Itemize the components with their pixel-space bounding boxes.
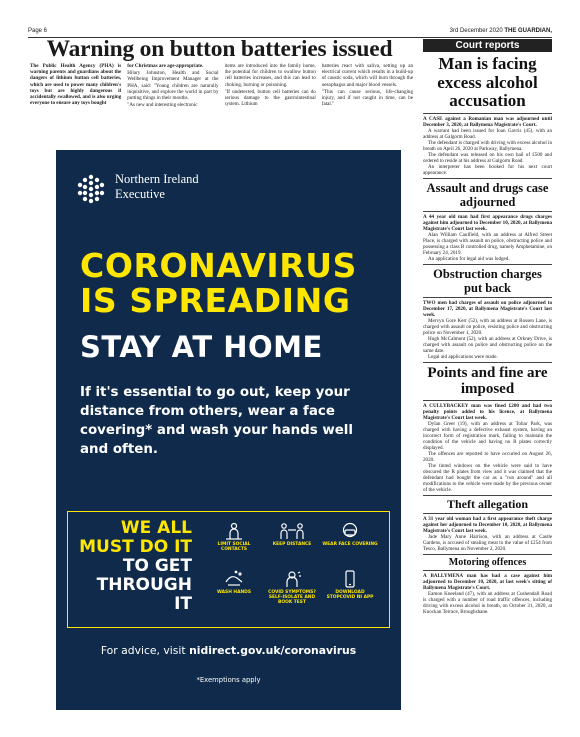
divider xyxy=(423,178,552,179)
story-body xyxy=(423,403,552,493)
app-item xyxy=(322,570,378,600)
divider xyxy=(423,297,552,298)
article-para: "This can cause serious, life-changing injury, and if not caught in time, can be fatal." xyxy=(321,88,413,108)
story-para: The defendant is charged with driving with excess alcohol in breath on April 26, 2020 at Parkway, Ballymena. xyxy=(423,139,552,152)
limit-contacts-item xyxy=(206,522,262,552)
face-covering-item xyxy=(322,522,378,547)
hand-wash-icon xyxy=(223,570,245,588)
story-para: Dylan Greer (19), with an address at Tobar Park, was charged with having a defective exhaust system, having an incorrect form of registration mark, failing to maintain the condition of the vehicle and having no R plates correctly displayed. xyxy=(423,420,552,451)
divider xyxy=(423,264,552,265)
story-para: Jade Mary Anne Harrison, with an address at Castle Gardens, is accused of stealing meat to the value of £254 from Tesco, Ballymena on November 2, 2020. xyxy=(423,533,552,552)
article-lead: The Public Health Agency (PHA) is warning parents and guardians about the dangers of lithium button cell batteries, which are used to power many children's toys but are highly dangerous if accidentally swallowed, and is also urging everyone to ensure any toys bought xyxy=(30,63,122,107)
page-number: Page 6 xyxy=(28,28,48,34)
ad-body: If it's essential to go out, keep your distance from others, wear a face covering* and wash your hands well and often. xyxy=(80,385,353,457)
coronavirus-advert xyxy=(56,150,401,710)
issue-date: 3rd December 2020 xyxy=(449,28,503,34)
ad-headline xyxy=(80,248,357,318)
ad-headline-line-2: IS SPREADING xyxy=(80,281,351,320)
article-column-2 xyxy=(127,63,218,147)
logo-line-2: Executive xyxy=(115,186,165,201)
divider xyxy=(423,513,552,514)
logo-line-1: Northern Ireland xyxy=(115,172,199,186)
paper-name: THE GUARDIAN, xyxy=(504,28,552,34)
story-para: The tinted windows on the vehicle were said to have obscured the R plates from view and it was claimed that the defendant had bought the car as a "run around" and all modifications to the vehicle were made by the previous owner of the vehicle. xyxy=(423,462,552,493)
story-lead: A CASE against a Romanian man was adjourned until December 3, 2020, at Ballymena Magistrate's Court. xyxy=(423,115,552,128)
article-column-4 xyxy=(322,63,413,147)
story-para: Hugh McCalmont (52), with an address at Orkney Drive, is charged with assault on police and obstructing police on the same date. xyxy=(423,335,552,354)
distance-icon xyxy=(279,522,305,540)
story-lead: TWO men had charges of assault on police adjourned to December 17, 2020, at Ballymena Magistrate's Court last week. xyxy=(423,299,552,318)
divider xyxy=(423,211,552,212)
icon-label: KEEP DISTANCE xyxy=(272,542,312,547)
story-body xyxy=(423,573,552,615)
story-para: Eamon Kneeland (47), with an address at Cushendall Road is charged with a number of road traffic offences, including driving with excess alcohol in breath, on October 31, 2020, at Knockan Terrace, Broughshane. xyxy=(423,590,552,615)
advice-line xyxy=(56,644,401,657)
symptoms-item xyxy=(264,570,320,606)
story-para: Mervyn Gore Kerr (52), with an address at Rossen Lane, is charged with assault on police, resisting police and obstructing police on November 1, 2020. xyxy=(423,317,552,336)
story-body xyxy=(423,214,552,262)
main-headline: Warning on button batteries issued xyxy=(46,36,393,62)
story-headline: Points and fine are imposed xyxy=(427,364,548,397)
box-line-3: TO GET xyxy=(122,556,192,576)
story-headline: Motoring offences xyxy=(448,556,527,568)
court-reports-banner: Court reports xyxy=(423,39,552,52)
story-para: Legal aid applications were made. xyxy=(428,353,498,360)
stay-at-home: STAY AT HOME xyxy=(80,330,323,364)
divider xyxy=(423,113,552,114)
icon-label: WASH HANDS xyxy=(217,590,251,595)
ad-headline-line-1: CORONAVIRUS xyxy=(80,246,358,285)
people-icon xyxy=(223,522,245,540)
story-lead: A CULLYBACKEY man was fined £200 and had two penalty points added to his licence, at Ballymena Magistrate's Court last week. xyxy=(423,402,552,421)
box-line-2: MUST DO IT xyxy=(79,537,192,557)
box-line-4: THROUGH IT xyxy=(96,575,192,614)
icon-label: COVID SYMPTOMS? SELF-ISOLATE AND BOOK TEST xyxy=(268,590,316,606)
advice-prefix: For advice, visit xyxy=(100,644,190,657)
icon-label: DOWNLOAD STOPCOVID NI APP xyxy=(326,590,374,601)
story-para: Alan William Caulfield, with an address at Alfred Street Place, is charged with assault on police, obstructing police and possessing a class B controlled drug, namely Amphetamine, on February 24, 2019. xyxy=(423,231,552,256)
story-headline: Assault and drugs case adjourned xyxy=(426,180,549,209)
story-body xyxy=(423,116,552,176)
divider xyxy=(423,400,552,401)
story-lead: A BALLYMENA man has had a case against him adjourned to December 10, 2020, at last week's sitting of Ballymena Magistrate's Court. xyxy=(423,572,552,591)
article-para: "As new and interesting electronic xyxy=(127,102,198,109)
divider xyxy=(423,554,552,555)
article-para: "If undetected, button cell batteries can do serious damage to the gastrointestinal system. Lithium xyxy=(224,88,316,108)
divider xyxy=(423,495,552,496)
dateline xyxy=(450,28,552,34)
icon-label: LIMIT SOCIAL CONTACTS xyxy=(217,542,251,553)
face-covering-icon xyxy=(339,522,361,540)
article-para: Hilary Johnston, Health and Social Wellbeing Improvement Manager at the PHA, said: "Young children are naturally inquisitive, and explore the world in part by putting things in their mouths. xyxy=(127,70,219,102)
ni-executive-name xyxy=(115,172,199,201)
story-lead: A 31 year old woman had a first appearance theft charge against her adjourned to December 10, 2020, at Ballymena Magistrate's Court last week. xyxy=(423,515,552,534)
article-para: items are introduced into the family home, the potential for children to swallow button cell batteries increases, and this can lead to choking, burning or poisoning. xyxy=(224,63,316,88)
story-body xyxy=(423,300,552,360)
article-lead-cont: for Christmas are age-appropriate. xyxy=(127,63,204,69)
keep-distance-item xyxy=(264,522,320,547)
we-all-must-text xyxy=(76,519,192,614)
wash-hands-item xyxy=(206,570,262,595)
article-para: batteries react with saliva, setting up an electrical current which results in a build-up of caustic soda, which will burn through the oesophagus and major blood vessels. xyxy=(321,63,413,88)
phone-icon xyxy=(339,570,361,588)
court-reports-column xyxy=(423,39,552,615)
divider xyxy=(423,362,552,363)
article-column-1 xyxy=(30,63,121,147)
story-para: The defendant was released on his own bail of £500 and ordered to reside at his address at Galgorm Road. xyxy=(423,151,552,164)
exemptions-note: *Exemptions apply xyxy=(196,676,261,684)
symptoms-icon xyxy=(281,570,303,588)
story-para: An application for legal aid was lodged. xyxy=(428,255,510,262)
story-headline: Theft allegation xyxy=(447,496,528,511)
story-headline: Man is facing excess alcohol accusation xyxy=(437,54,538,110)
advice-url: nidirect.gov.uk/coronavirus xyxy=(189,644,357,657)
story-lead: A 44 year old man had first appearance drugs charges against him adjourned to December 10, 2020, at Ballymena Magistrate's Court last week. xyxy=(423,213,552,232)
story-para: The offences are reported to have occurred on August 26, 2020. xyxy=(423,450,552,463)
ni-executive-logo-icon xyxy=(76,174,106,204)
box-line-1: WE ALL xyxy=(120,518,192,538)
icon-label: WEAR FACE COVERING xyxy=(322,542,378,547)
story-headline: Obstruction charges put back xyxy=(433,266,542,295)
story-para: An interpreter has been booked for his next court appearance. xyxy=(423,163,552,176)
story-para: A warrant had been issued for Ioan Gavris (45), with an address at Galgorm Road. xyxy=(423,127,552,140)
article-columns xyxy=(30,63,413,147)
story-body xyxy=(423,516,552,552)
article-column-3 xyxy=(225,63,316,147)
divider xyxy=(423,570,552,571)
